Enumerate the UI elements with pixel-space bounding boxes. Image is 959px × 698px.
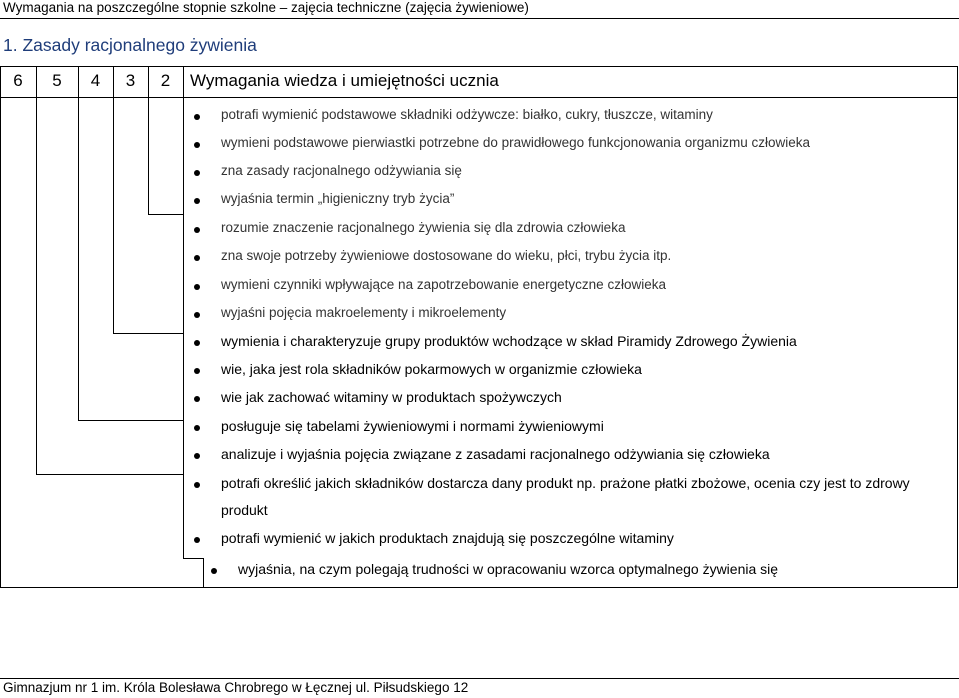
grade-header-3: 3 xyxy=(125,71,136,90)
bullet-icon xyxy=(194,453,200,459)
bullet-icon xyxy=(194,537,200,543)
grade-header-6: 6 xyxy=(13,71,23,90)
bullet-icon xyxy=(194,396,200,402)
bullet-icon xyxy=(194,114,200,120)
list-item-text: wie jak zachować witaminy w produktach spożywczych xyxy=(221,389,562,405)
grade-header-4: 4 xyxy=(90,71,101,90)
bullet-icon xyxy=(194,284,200,290)
bullet-icon xyxy=(194,170,200,176)
requirements-header: Wymagania wiedza i umiejętności ucznia xyxy=(190,71,499,90)
step-line xyxy=(183,558,203,559)
list-item-text: potrafi wymienić podstawowe składniki odżywcze: białko, cukry, tłuszcze, witaminy xyxy=(221,107,713,122)
list-item-text: analizuje i wyjaśnia pojęcia związane z zasadami racjonalnego odżywiania się człowieka xyxy=(221,446,770,462)
bullet-icon xyxy=(211,568,217,574)
list-item-text: produkt xyxy=(221,502,268,518)
grade-header-5: 5 xyxy=(52,71,62,90)
bullet-icon xyxy=(194,198,200,204)
grade-divider-5-4 xyxy=(78,66,79,421)
page-header: Wymagania na poszczególne stopnie szkolne – zajęcia techniczne (zajęcia żywieniowe) xyxy=(3,0,529,15)
list-item-text: wymieni podstawowe pierwiastki potrzebne do prawidłowego funkcjonowania organizmu człowieka xyxy=(221,135,811,150)
table-bottom-border xyxy=(0,587,958,588)
page-footer: Gimnazjum nr 1 im. Króla Bolesława Chrobrego w Łęcznej ul. Piłsudskiego 12 xyxy=(3,680,469,695)
bullet-icon xyxy=(194,368,200,374)
table-top-border xyxy=(0,66,958,67)
list-item-text: wyjaśnia termin „higieniczny tryb życia” xyxy=(221,191,455,206)
list-item-text: wymieni czynniki wpływające na zapotrzebowanie energetyczne człowieka xyxy=(221,277,666,292)
step-line xyxy=(78,420,184,421)
grade-divider-6-5 xyxy=(36,66,37,475)
grade-divider-4-3 xyxy=(113,66,114,334)
grade-divider-2-req xyxy=(183,66,184,559)
step-line xyxy=(113,333,184,334)
bullet-icon xyxy=(194,227,200,233)
section-title: 1. Zasady racjonalnego żywienia xyxy=(3,35,257,55)
table-left-border xyxy=(0,66,1,588)
list-item-text: wyjaśnia, na czym polegają trudności w opracowaniu wzorca optymalnego żywienia się xyxy=(238,561,779,577)
table-header-border xyxy=(0,97,958,98)
list-item-text: rozumie znaczenie racjonalnego żywienia się dla zdrowia człowieka xyxy=(221,220,626,235)
step-line xyxy=(36,474,184,475)
step-line xyxy=(148,214,184,215)
list-item-text: wie, jaka jest rola składników pokarmowych w organizmie człowieka xyxy=(221,361,642,377)
table-right-border xyxy=(957,66,958,588)
bullet-icon xyxy=(194,142,200,148)
bullet-icon xyxy=(194,482,200,488)
last-row-divider xyxy=(203,558,204,588)
list-item-text: zna zasady racjonalnego odżywiania się xyxy=(221,163,462,178)
list-item-text: potrafi wymienić w jakich produktach znajdują się poszczególne witaminy xyxy=(221,530,674,546)
list-item-text: potrafi określić jakich składników dostarcza dany produkt np. prażone płatki zbożowe, ocenia czy jest to zdrowy xyxy=(221,475,910,491)
footer-rule xyxy=(0,678,959,679)
header-rule xyxy=(0,18,959,19)
list-item-text: wymienia i charakteryzuje grupy produktów wchodzące w skład Piramidy Zdrowego Żywienia xyxy=(221,333,797,349)
list-item-text: wyjaśni pojęcia makroelementy i mikroelementy xyxy=(221,305,507,320)
bullet-icon xyxy=(194,255,200,261)
bullet-icon xyxy=(194,340,200,346)
grade-header-2: 2 xyxy=(160,71,171,90)
list-item-text: posługuje się tabelami żywieniowymi i normami żywieniowymi xyxy=(221,418,604,434)
bullet-icon xyxy=(194,425,200,431)
list-item-text: zna swoje potrzeby żywieniowe dostosowane do wieku, płci, trybu życia itp. xyxy=(221,248,672,263)
bullet-icon xyxy=(194,312,200,318)
